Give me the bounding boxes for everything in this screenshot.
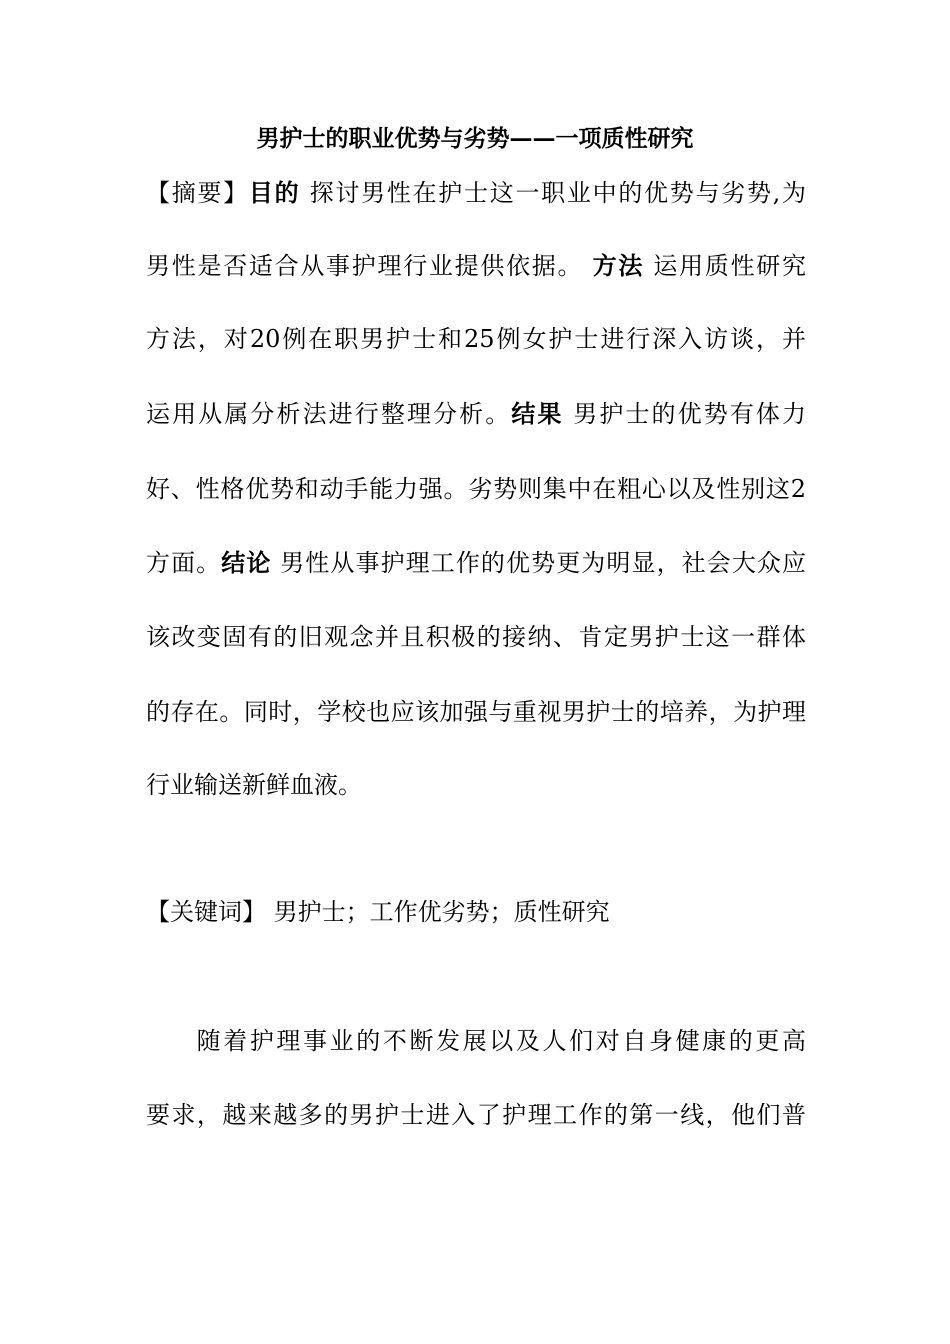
conclusion-label: 结论 (221, 548, 272, 577)
abstract-text: 方面。 (146, 549, 222, 577)
abstract-line-7: 该改变固有的旧观念并且积极的接纳、肯定男护士这一群体 (146, 623, 806, 651)
result-label: 结果 (511, 399, 564, 428)
abstract-text: 男性从事护理工作的优势更为明显，社会大众应 (280, 549, 807, 577)
body-text: 随着护理事业的不断发展以及人们对自身健康的更高 (194, 1027, 806, 1055)
abstract-line-4 (146, 397, 806, 431)
body-line-2: 要求，越来越多的男护士进入了护理工作的第一线，他们普 (146, 1101, 806, 1129)
abstract-text: 探讨男性在护士这一职业中的优势与劣势,为 (309, 179, 807, 207)
abstract-text: 运用质性研究 (653, 252, 807, 280)
abstract-text: 运用从属分析法进行整理分析。 (146, 400, 512, 428)
abstract-line-2 (146, 249, 806, 283)
abstract-line-9: 行业输送新鲜血液。 (146, 771, 362, 799)
abstract-line-1 (146, 176, 806, 210)
abstract-line-3: 方法，对20例在职男护士和25例女护士进行深入访谈，并 (146, 325, 806, 353)
keywords-line (146, 895, 806, 929)
purpose-label: 目的 (248, 178, 301, 207)
body-line-1 (146, 1024, 806, 1058)
abstract-line-5: 好、性格优势和动手能力强。劣势则集中在粗心以及性别这2 (146, 475, 806, 503)
keywords-label: 【关键词】 (146, 898, 266, 926)
paper-title: 男护士的职业优势与劣势——一项质性研究 (256, 125, 694, 152)
abstract-line-6 (146, 546, 806, 580)
abstract-text: 男性是否适合从事护理行业提供依据。 (146, 252, 584, 280)
keywords-text: 男护士；工作优劣势；质性研究 (273, 898, 610, 926)
abstract-text: 男护士的优势有体力 (573, 400, 807, 428)
method-label: 方法 (592, 251, 645, 280)
abstract-line-8: 的存在。同时，学校也应该加强与重视男护士的培养，为护理 (146, 698, 806, 726)
abstract-label: 【摘要】 (146, 179, 249, 207)
